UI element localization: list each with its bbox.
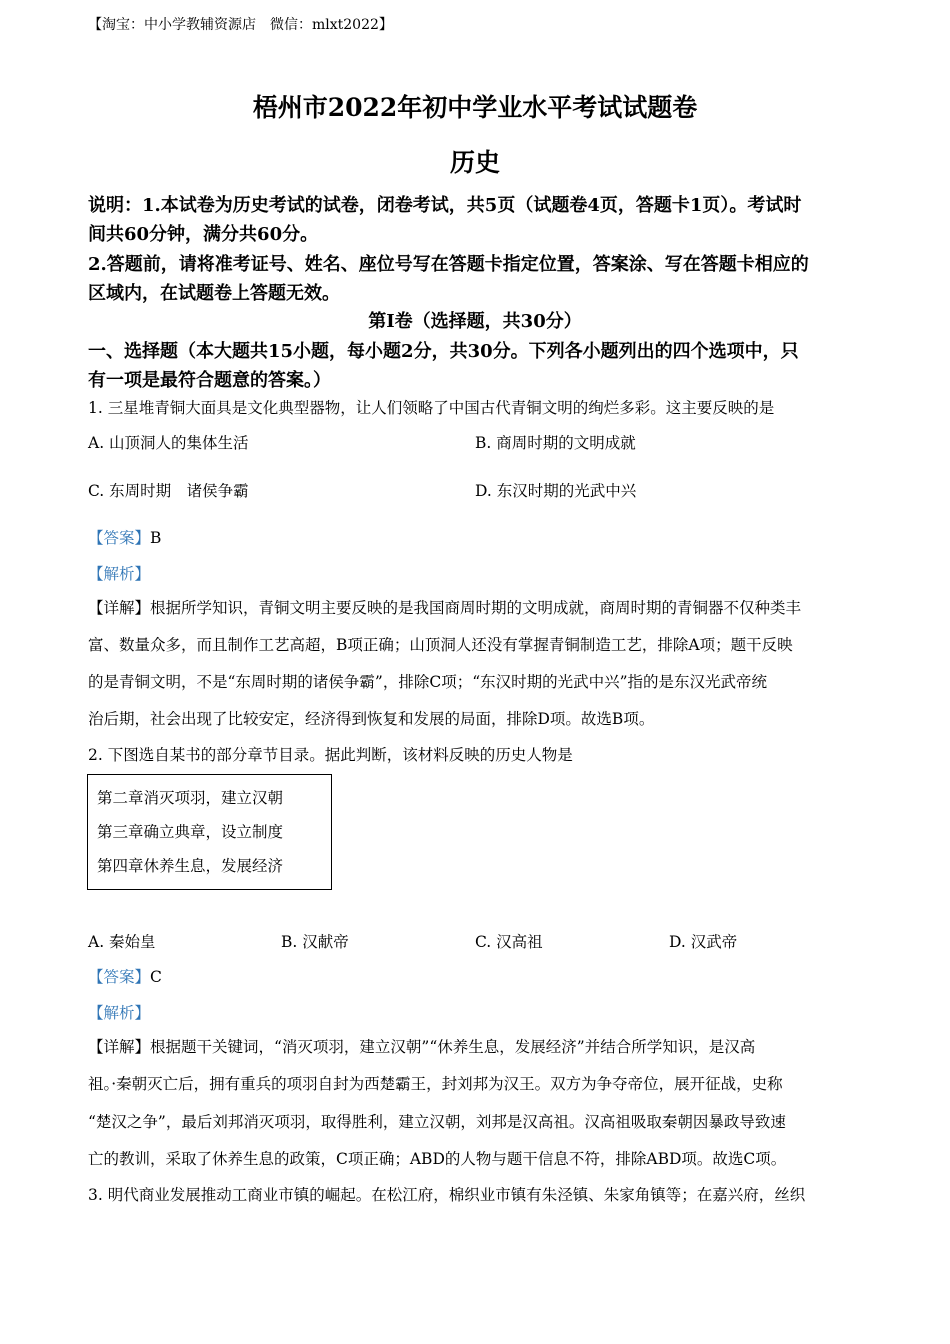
- section-desc-line-2: 有一项是最符合题意的答案。）: [88, 370, 331, 391]
- q1-answer: [88, 526, 161, 548]
- q1-answer-value: B: [150, 529, 162, 547]
- instruction-line-1: 说明：1.本试卷为历史考试的试卷，闭卷考试，共5页（试题卷4页，答题卡1页）。考试时: [88, 195, 802, 216]
- q1-detail-line-3: 的是青铜文明，不是“东周时期的诸侯争霸”，排除C项；“东汉时期的光武中兴”指的是东汉光武帝统: [88, 673, 768, 691]
- q2-option-d: D. 汉武帝: [669, 933, 738, 951]
- q2-stem: 2. 下图选自某书的部分章节目录。据此判断，该材料反映的历史人物是: [88, 746, 573, 764]
- q1-option-c: C. 东周时期 诸侯争霸: [88, 482, 249, 500]
- instruction-line-4: 区域内，在试题卷上答题无效。: [88, 283, 340, 304]
- q1-option-d: D. 东汉时期的光武中兴: [475, 482, 637, 500]
- q2-answer-label: 【答案】: [88, 968, 151, 986]
- exam-title: 梧州市2022年初中学业水平考试试题卷: [252, 93, 698, 122]
- q1-stem: 1. 三星堆青铜大面具是文化典型器物，让人们领略了中国古代青铜文明的绚烂多彩。这主要反映的是: [88, 399, 775, 417]
- q2-answer-value: C: [150, 968, 162, 986]
- q2-chapter-4: 第四章休养生息，发展经济: [97, 857, 284, 875]
- q3-stem: 3. 明代商业发展推动工商业市镇的崛起。在松江府，棉织业市镇有朱泾镇、朱家角镇等；在嘉兴府，丝织: [88, 1186, 806, 1204]
- q1-detail-line-1: 【详解】根据所学知识，青铜文明主要反映的是我国商周时期的文明成就，商周时期的青铜器不仅种类丰: [88, 599, 802, 617]
- q1-option-a: A. 山顶洞人的集体生活: [88, 434, 249, 452]
- q2-answer: [88, 965, 162, 987]
- page-header: 【淘宝：中小学教辅资源店 微信：mlxt2022】: [88, 17, 393, 33]
- instruction-line-3: 2.答题前，请将准考证号、姓名、座位号写在答题卡指定位置，答案涂、写在答题卡相应的: [88, 254, 809, 275]
- q2-detail-line-4: 亡的教训，采取了休养生息的政策，C项正确；ABD的人物与题干信息不符，排除ABD项。故选C项。: [88, 1150, 787, 1168]
- q1-answer-label: 【答案】: [88, 529, 151, 547]
- section-desc-line-1: 一、选择题（本大题共15小题，每小题2分，共30分。下列各小题列出的四个选项中，只: [88, 341, 799, 362]
- q2-option-b: B. 汉献帝: [281, 933, 349, 951]
- exam-subject: 历史: [449, 148, 500, 177]
- section-heading: 第I卷（选择题，共30分）: [368, 311, 582, 332]
- instruction-line-2: 间共60分钟，满分共60分。: [88, 224, 319, 245]
- q1-detail-line-2: 富、数量众多，而且制作工艺高超，B项正确；山顶洞人还没有掌握青铜制造工艺，排除A项；题干反映: [88, 636, 793, 654]
- q2-chapter-box: [87, 774, 332, 890]
- q2-detail-line-3: “楚汉之争”，最后刘邦消灭项羽，取得胜利，建立汉朝，刘邦是汉高祖。汉高祖吸取秦朝因暴政导致速: [88, 1113, 786, 1131]
- q1-analysis-label: 【解析】: [88, 565, 151, 583]
- q2-chapter-2: 第二章消灭项羽，建立汉朝: [97, 789, 284, 807]
- q2-chapter-3: 第三章确立典章，设立制度: [97, 823, 284, 841]
- q1-option-b: B. 商周时期的文明成就: [475, 434, 636, 452]
- q2-analysis-label: 【解析】: [88, 1004, 151, 1022]
- q2-detail-line-2: 祖。·秦朝灭亡后，拥有重兵的项羽自封为西楚霸王，封刘邦为汉王。双方为争夺帝位，展开征战，史称: [88, 1075, 783, 1093]
- q2-option-c: C. 汉高祖: [475, 933, 543, 951]
- q2-detail-line-1: 【详解】根据题干关键词，“消灭项羽，建立汉朝”“休养生息，发展经济”并结合所学知识，是汉高: [88, 1038, 756, 1056]
- q2-option-a: A. 秦始皇: [88, 933, 156, 951]
- q1-detail-line-4: 治后期，社会出现了比较安定，经济得到恢复和发展的局面，排除D项。故选B项。: [88, 710, 655, 728]
